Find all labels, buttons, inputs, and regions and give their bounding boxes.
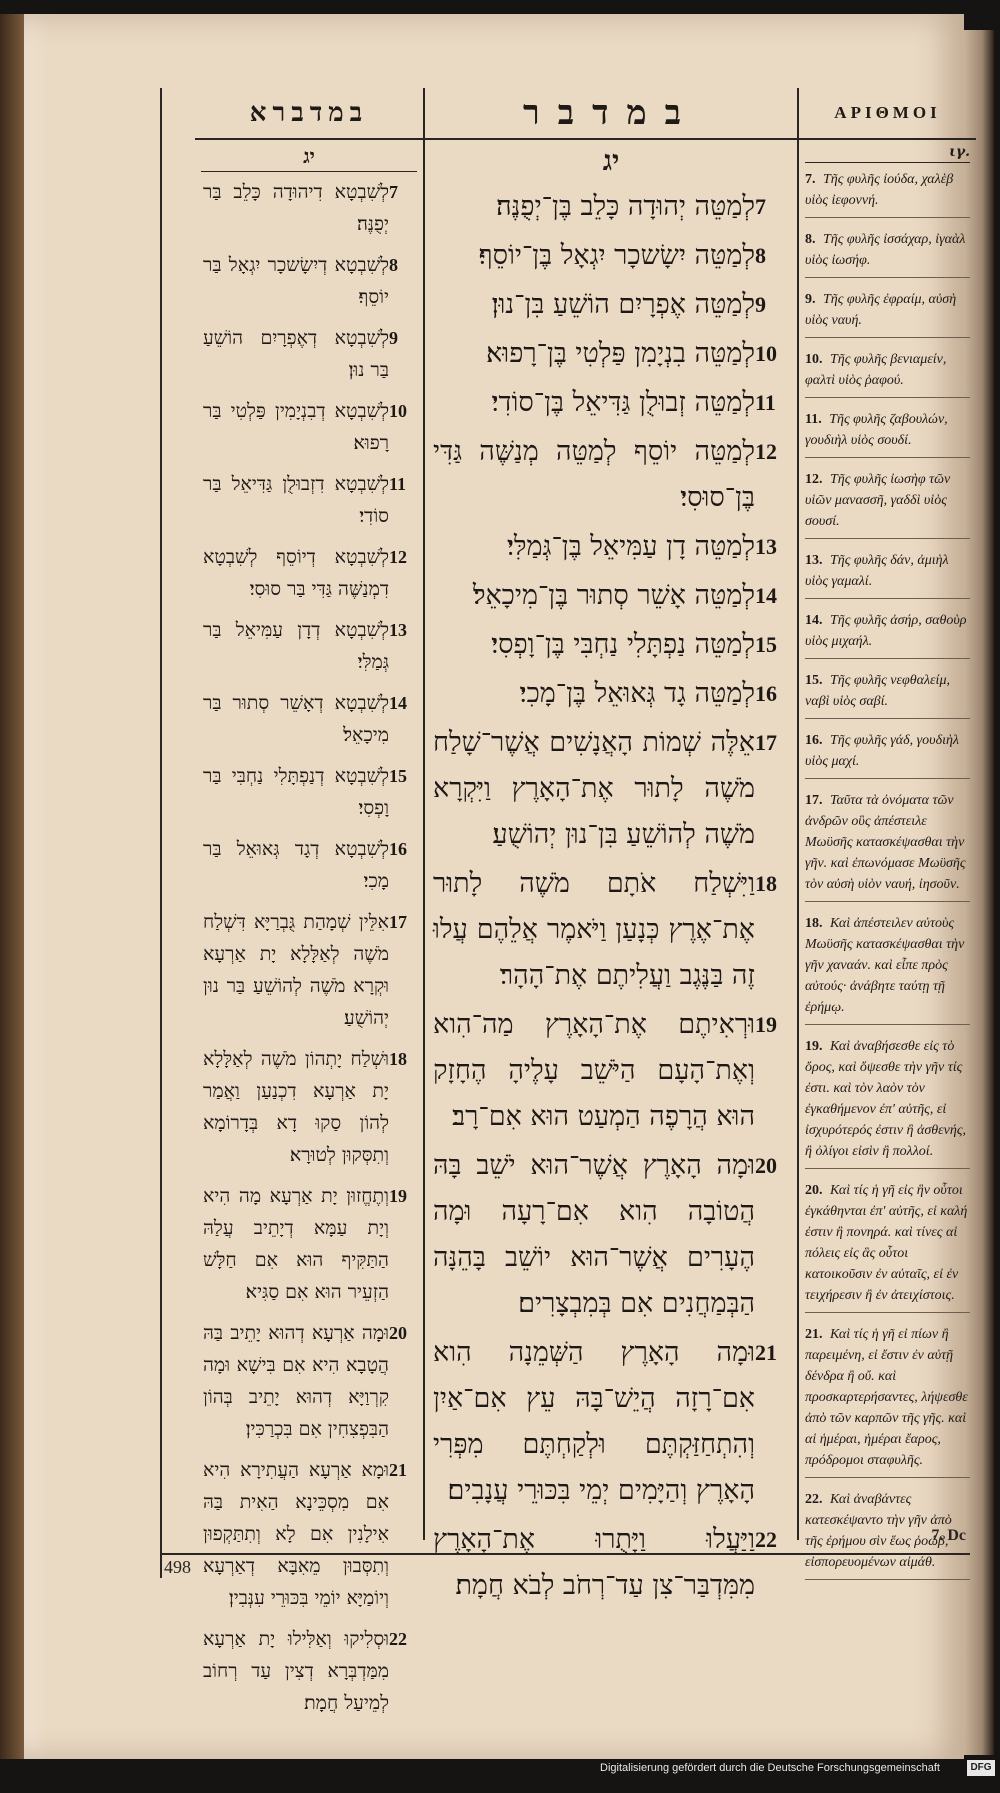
verse: [203, 541, 415, 605]
verse: [433, 233, 789, 279]
verse-text: Καὶ ἀπέστειλεν αὐτοὺς Μωϋσῆς κατασκέψασθαι τὴν γῆν χαναάν. καὶ εἶπε πρὸς αὐτούς· ἀνάβητε ταύτῃ τῇ ἐρήμῳ.: [805, 916, 965, 1015]
verse-number: 9: [755, 292, 766, 317]
verse-text: לְשִׁבְטָא דִזְבוּלֻן גַּדִּיאֵל בַּר סוֹדִי׃: [203, 473, 389, 527]
verse: [805, 550, 970, 599]
verse-number: 13: [755, 534, 777, 559]
verse: [203, 1180, 415, 1308]
verse-text: לְשִׁבְטָא דְדָן עַמִּיאֵל בַּר גְּמַלִּי׃: [203, 619, 389, 673]
verse-number: 11: [389, 474, 407, 494]
verse-text: וּסְלִיקוּ וְאַלִּילוּ יָת אַרְעָא מִמַּדְבְּרָא דְצִין עַד רְחוֹב לְמֵיעַל חֲמָת׃: [203, 1628, 389, 1714]
verse: [433, 573, 789, 619]
verse-number: 14: [755, 583, 777, 608]
verse-number: 21: [755, 1340, 777, 1365]
verse-text: לְשִׁבְטָא דְגָד גְּאוּאֵל בַּר מָכִי׃: [203, 838, 389, 892]
verse-number: 7.: [805, 172, 816, 187]
verse: [805, 349, 970, 398]
verse-number: 18.: [805, 916, 823, 931]
verse-number: 15.: [805, 673, 823, 688]
verse-number: 10: [755, 341, 777, 366]
aramaic-chapter: יג: [201, 144, 417, 172]
verse: [433, 524, 789, 570]
dfg-logo: DFG: [967, 1760, 995, 1776]
verse: [203, 322, 415, 386]
verse: [433, 622, 789, 668]
verse-number: 19.: [805, 1039, 823, 1054]
verse: [805, 409, 970, 458]
verse-number: 10: [389, 401, 407, 421]
verse: [203, 614, 415, 678]
verse: [805, 790, 970, 902]
verse-text: לְמַטֵּה גָד גְּאוּאֵל בֶּן־מָכִי׃: [519, 678, 755, 709]
verse-text: Τῆς φυλῆς ἰούδα, χαλὲβ υἱὸς ἰεφοννή.: [805, 172, 954, 208]
hebrew-chapter: יג: [602, 144, 620, 177]
verse-number: 20.: [805, 1183, 823, 1198]
verse-text: לְשִׁבְטָא דְנַפְתָּלִי נַחְבִּי בַּר וָפְסִי׃: [203, 765, 389, 819]
page-number: 498: [164, 1557, 191, 1577]
verse-text: Καὶ ἀναβήσεσθε εἰς τὸ ὄρος, καὶ ὄψεσθε τὴν γῆν τίς ἐστι. καὶ τὸν λαὸν τὸν ἐγκαθήμενον ἐπ' αὐτῆς, εἰ ἰσχυρότερός ἐστιν ἢ ἀσθενής, ἢ ὀλίγοι εἰσὶν ἢ πολλοί.: [805, 1039, 966, 1159]
verse: [433, 184, 789, 230]
aramaic-header: במדברא: [195, 88, 423, 140]
verse-text: וּמָה אַרְעָא דְהוּא יָתֵיב בַּהּ הֲטָבָא הִיא אִם בִּישָׁא וּמָה קִרְוַיָּא דְהוּא יָתֵיב בְּהוֹן הַבִּפְצִחִין אִם בִּכְרַכִּין׃: [203, 1322, 389, 1440]
verse-text: וַיִּשְׁלַח אֹתָם מֹשֶׁה לָתוּר אֶת־אֶרֶץ כְּנָעַן וַיֹּאמֶר אֲלֵהֶם עֲלוּ זֶה בַּנֶּגֶב וַעֲלִיתֶם אֶת־הָהָר׃: [433, 868, 755, 991]
verse-text: Τῆς φυλῆς ἐφραίμ, αὐσὴ υἱὸς ναυή.: [805, 292, 957, 328]
verse-text: Τῆς φυλῆς ζαβουλών, γουδιὴλ υἱὸς σουδί.: [805, 412, 948, 448]
verse: [433, 380, 789, 426]
verse: [203, 760, 415, 824]
verse: [805, 1180, 970, 1313]
verse: [203, 468, 415, 532]
verse-text: לְשִׁבְטָא דְבִנְיָמִין פַּלְטִי בַּר רָפוּא׃: [203, 400, 389, 454]
verse-number: 7: [755, 194, 766, 219]
verse-text: Τῆς φυλῆς νεφθαλείμ, ναβὶ υἱὸς σαβί.: [805, 673, 950, 709]
verse-number: 17: [755, 730, 777, 755]
verse-number: 9.: [805, 292, 816, 307]
verse: [805, 169, 970, 218]
verse-text: לְמַטֵּה זְבוּלֻן גַּדִּיאֵל בֶּן־סוֹדִי׃: [491, 387, 755, 418]
verse-number: 14.: [805, 613, 823, 628]
verse-number: 12: [755, 439, 777, 464]
verse: [433, 1330, 789, 1514]
verse-text: לְשִׁבְטָא דְאָשֵׁר סְתוּר בַּר מִיכָאֵל׃: [203, 692, 389, 746]
verse: [805, 913, 970, 1025]
verse-text: לְמַטֵּה אֶפְרָיִם הוֹשֵׁעַ בִּן־נוּן׃: [491, 289, 755, 320]
verse-text: Τῆς φυλῆς ἀσήρ, σαθοὺρ υἱὸς μιχαήλ.: [805, 613, 967, 649]
verse-number: 19: [755, 1012, 777, 1037]
verse-number: 16: [755, 681, 777, 706]
verse-text: לְמַטֵּה בִנְיָמִן פַּלְטִי בֶּן־רָפוּא׃: [486, 338, 755, 369]
verse-number: 13.: [805, 553, 823, 568]
verse: [203, 906, 415, 1034]
verse-text: לְמַטֵּה דָן עַמִּיאֵל בֶּן־גְּמַלִּי׃: [506, 531, 755, 562]
verse-number: 7: [389, 182, 398, 202]
verse-text: Τῆς φυλῆς δάν, ἀμιὴλ υἱὸς γαμαλί.: [805, 553, 949, 589]
verse-text: וַיַּעֲלוּ וַיָּתֻרוּ אֶת־הָאָרֶץ מִמִּדְבַּר־צִן עַד־רְחֹב לְבֹא חֲמָת׃: [433, 1524, 755, 1601]
verse-number: 17.: [805, 793, 823, 808]
verse: [805, 1324, 970, 1478]
verse-text: Καὶ τίς ἡ γῆ εἰ πίων ἢ παρειμένη, εἰ ἔστιν ἐν αὐτῇ δένδρα ἢ οὔ. καὶ προσκαρτερήσαντες, λήψεσθε ἀπὸ τῶν καρπῶν τῆς γῆς. καὶ αἱ ἡμέραι, ἡμέραι ἔαρος, πρόδρομοι σταφυλῆς.: [805, 1327, 968, 1468]
verse-number: 15: [389, 766, 407, 786]
verse: [203, 687, 415, 751]
verse-text: לְשִׁבְטָא דְיִשָׂשכָר יִגְאָל בַּר יוֹסֵף׃: [203, 254, 389, 308]
verse: [433, 861, 789, 999]
greek-chapter: ιγ.: [805, 144, 970, 163]
verse-number: 22.: [805, 1492, 823, 1507]
verse-text: Καὶ ἀναβάντες κατεσκέψαντο τὴν γῆν ἀπὸ τῆς ἐρήμου σὶν ἕως ῥοώβ, εἰσπορευομένων αἰμάθ.: [805, 1492, 952, 1570]
verse: [203, 833, 415, 897]
verse-number: 18: [755, 871, 777, 896]
verse: [203, 1623, 415, 1719]
verse-text: לְשִׁבְטָא דִיהוּדָה כָּלֵב בַּר יְפֻנֶּה׃: [203, 181, 389, 235]
verse-text: Τῆς φυλῆς ἰσσάχαρ, ἰγαὰλ υἱὸς ἰωσήφ.: [805, 232, 966, 268]
verse: [433, 671, 789, 717]
greek-header: ΑΡΙΘΜΟΙ: [799, 88, 976, 140]
verse-number: 8.: [805, 232, 816, 247]
verse-number: 21.: [805, 1327, 823, 1342]
verse: [433, 1143, 789, 1327]
aramaic-column: [195, 88, 425, 1714]
verse-text: לְמַטֵּה יִשָׂשכָר יִגְאָל בֶּן־יוֹסֵף׃: [478, 240, 755, 271]
verse: [433, 429, 789, 521]
verse: [203, 1454, 415, 1614]
hebrew-column: [425, 88, 799, 1601]
hebrew-verses: [425, 180, 797, 1616]
hebrew-header: במדבר: [425, 88, 797, 140]
verse-text: Καὶ τίς ἡ γῆ εἰς ἣν οὗτοι ἐγκάθηνται ἐπ' αὐτῆς, εἰ καλή ἐστιν ἢ πονηρά. καὶ τίνες αἱ πόλεις εἰς ἃς οὗτοι κατοικοῦσιν ἐν αὐταῖς, εἰ ἐν τειχήρεσιν ἢ ἐν ἀτειχίστοις.: [805, 1183, 968, 1303]
verse-number: 22: [389, 1629, 407, 1649]
verse-text: לְמַטֵּה אָשֵׁר סְתוּר בֶּן־מִיכָאֵל׃: [472, 580, 755, 611]
verse: [203, 176, 415, 240]
verse: [433, 331, 789, 377]
verse-number: 10.: [805, 352, 823, 367]
verse-text: לְשִׁבְטָא דְיוֹסֵף לְשִׁבְטָא דִמְנַשֶּׁה גַּדִּי בַּר סוּסִי׃: [203, 546, 389, 600]
verse: [433, 282, 789, 328]
verse: [805, 730, 970, 779]
verse-number: 22: [755, 1527, 777, 1552]
verse-number: 13: [389, 620, 407, 640]
verse: [805, 610, 970, 659]
verse: [203, 249, 415, 313]
verse: [805, 289, 970, 338]
verse: [805, 1036, 970, 1169]
verse: [203, 395, 415, 459]
verse-text: וְתֶחֱזוּן יָת אַרְעָא מָה הִיא וְיָת עַמָּא דְיָתֵיב עֲלַהּ הַתַּקִּיף הוּא אִם חַלָּשׁ הַזְעֵיר הוּא אִם סַגִּיא׃: [203, 1185, 389, 1303]
verse-text: וּרְאִיתֶם אֶת־הָאָרֶץ מַה־הִוא וְאֶת־הָעָם הַיֹּשֵׁב עָלֶיהָ הֶחָזָק הוּא הֲרָפֶה הַמְעַט הוּא אִם־רָב׃: [433, 1009, 755, 1132]
outer-rule: [160, 88, 162, 1578]
verse-text: לְמַטֵּה יְהוּדָה כָּלֵב בֶּן־יְפֻנֶּה׃: [496, 191, 755, 222]
verse-number: 11.: [805, 412, 822, 427]
verse-text: וּמָא אַרְעָא הַעֲתִירָא הִיא אִם מִסְכֵּינָא הַאִית בַּהּ אִילָנִין אִם לָא וְתִתַּקְפוּן וְתִסְּבוּן מֵאִבָּא דְאַרְעָא וְיוֹמַיָּא יוֹמֵי בִּכּוּרֵי עִנְּבִין׃: [203, 1459, 389, 1609]
verse-number: 14: [389, 693, 407, 713]
verse-text: אֵלֶּה שְׁמוֹת הָאֲנָשִׁים אֲשֶׁר־שָׁלַח מֹשֶׁה לָתוּר אֶת־הָאָרֶץ וַיִּקְרָא מֹשֶׁה לְהוֹשֵׁעַ בִּן־נוּן יְהוֹשֻׁעַ׃: [433, 727, 755, 850]
verse-number: 20: [755, 1153, 777, 1178]
catchword: 7. Dc: [931, 1527, 966, 1544]
verse-number: 12.: [805, 472, 823, 487]
verse-number: 16: [389, 839, 407, 859]
verse-text: אִלֵּין שְׁמָהַת גֻּבְרַיָּא דִּשְׁלַח מֹשֶׁה לְאַלָּלָא יָת אַרְעָא וּקְרָא מֹשֶׁה לְהוֹשֵׁעַ בַּר נוּן יְהוֹשֻׁעַ׃: [203, 911, 389, 1029]
verse: [805, 670, 970, 719]
aramaic-verses: [195, 172, 423, 1732]
verse: [203, 1043, 415, 1171]
verse: [805, 469, 970, 539]
verse-text: לְמַטֵּה נַפְתָּלִי נַחְבִּי בֶּן־וָפְסִי׃: [491, 629, 755, 660]
verse-text: וּמָה הָאָרֶץ הַשְּׁמֵנָה הִוא אִם־רָזָה הֲיֵשׁ־בָּהּ עֵץ אִם־אַיִן וְהִתְחַזַּקְתֶּם וּלְקַחְתֶּם מִפְּרִי הָאָרֶץ וְהַיָּמִים יְמֵי בִּכּוּרֵי עֲנָבִים׃: [433, 1337, 755, 1506]
verse-text: וּשְׁלַח יָתְהוֹן מֹשֶׁה לְאַלָּלָא יָת אַרְעָא דִכְנַעַן וַאֲמַר לְהוֹן סַקוּ דָא בְּדָרוֹמָא וְתִסְּקוּן לְטוּרָא׃: [203, 1048, 389, 1166]
verse-number: 18: [389, 1049, 407, 1069]
verse: [433, 1002, 789, 1140]
verse-number: 19: [389, 1186, 407, 1206]
verse-number: 9: [389, 328, 398, 348]
verse-text: Τῆς φυλῆς ἰωσὴφ τῶν υἱῶν μανασσῆ, γαδδὶ υἱὸς σουσί.: [805, 472, 951, 529]
verse-number: 21: [389, 1460, 407, 1480]
verse-number: 15: [755, 632, 777, 657]
verse-text: Τῆς φυλῆς βενιαμείν, φαλτὶ υἱὸς ῥαφού.: [805, 352, 947, 388]
greek-column: [799, 88, 976, 1570]
verse-number: 12: [389, 547, 407, 567]
verse-text: וּמָה הָאָרֶץ אֲשֶׁר־הוּא יֹשֵׁב בָּהּ הֲטוֹבָה הִוא אִם־רָעָה וּמָה הֶעָרִים אֲשֶׁר־הוּא יוֹשֵׁב בָּהֵנָּה הַבְּמַחֲנִים אִם בְּמִבְצָרִים׃: [433, 1150, 755, 1319]
verse-text: לְמַטֵּה יוֹסֵף לְמַטֵּה מְנַשֶּׁה גַּדִּי בֶּן־סוּסִי׃: [433, 436, 755, 513]
verse-number: 11: [755, 390, 776, 415]
verse-number: 20: [389, 1323, 407, 1343]
verse-number: 17: [389, 912, 407, 932]
verse-number: 16.: [805, 733, 823, 748]
verse-number: 8: [755, 243, 766, 268]
greek-verses: [799, 163, 976, 1580]
book-gutter: [0, 14, 24, 1759]
verse-text: Τῆς φυλῆς γάδ, γουδιὴλ υἱὸς μαχί.: [805, 733, 959, 769]
verse-text: Ταῦτα τὰ ὀνόματα τῶν ἀνδρῶν οὓς ἀπέστειλε Μωϋσῆς κατασκέψασθαι τὴν γῆν. καὶ ἐπωνόμασε Μωϋσῆς τὸν αὐσὴ υἱὸν ναυή, ἰησοῦν.: [805, 793, 966, 892]
verse: [805, 229, 970, 278]
verse: [203, 1317, 415, 1445]
digitization-credit: Digitalisierung gefördert durch die Deutsche Forschungsgemeinschaft: [600, 1762, 940, 1774]
verse: [433, 720, 789, 858]
verse-text: לְשִׁבְטָא דְאֶפְרָיִם הוֹשֵׁעַ בַּר נוּן׃: [203, 327, 389, 381]
verse-number: 8: [389, 255, 398, 275]
